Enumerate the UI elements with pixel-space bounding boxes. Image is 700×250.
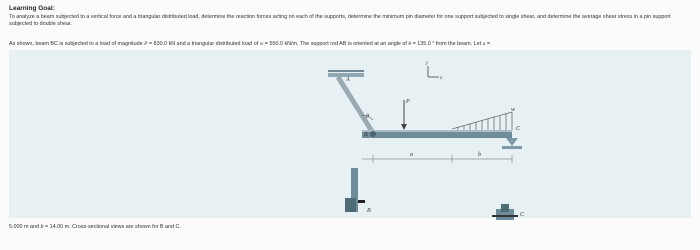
intro-text: As shown, beam BC is subjected to a load of magnitude xyxy=(9,41,143,47)
w-value: = 550.0 kN/m xyxy=(263,41,298,47)
p-symbol: P xyxy=(144,41,148,47)
learning-goal-text: To analyze a beam subjected to a vertical force and a triangular distributed load, determine the reaction forces acting on each of the supports, determine the minimum pin diameter for one support subjected to single shear, and determine the average shear stress in a pin support subjected to double shear. xyxy=(9,14,671,27)
label-w: w xyxy=(511,107,516,113)
label-y: y xyxy=(426,61,429,66)
theta-value: = 135.0 ° xyxy=(411,41,435,47)
label-c-section: C xyxy=(520,212,525,218)
label-theta: θ xyxy=(366,114,369,120)
pin-b xyxy=(370,131,376,137)
beam-figure xyxy=(300,50,560,220)
load-text: and a triangular distributed load of xyxy=(175,41,259,47)
label-c: C xyxy=(516,126,521,132)
label-x: x xyxy=(440,76,443,81)
tail-text: from the beam. Let xyxy=(434,41,482,47)
a-value: 5.000 m xyxy=(9,224,29,230)
label-b-dim: b xyxy=(478,152,481,158)
p-value: = 830.0 kN xyxy=(147,41,176,47)
w-symbol: w xyxy=(259,41,264,47)
pin-support-c xyxy=(506,138,518,146)
distributed-load xyxy=(452,112,512,130)
problem-statement xyxy=(9,41,695,47)
caption: 5.000 m and b = 14.00 m. Cross-sectional views are shown for B and C. xyxy=(9,224,181,230)
b-value: = 14.00 m xyxy=(43,224,70,230)
support-rod-ab xyxy=(338,77,373,133)
theta-symbol: θ xyxy=(408,41,412,47)
learning-goal-title: Learning Goal: xyxy=(9,5,55,12)
label-b-section: B xyxy=(367,208,371,214)
a-symbol: a xyxy=(482,41,486,47)
label-a: A xyxy=(346,77,350,83)
b-symbol: b xyxy=(40,224,44,230)
load-p-head xyxy=(401,124,407,130)
label-p: P xyxy=(406,99,410,105)
label-b: B xyxy=(364,132,368,138)
caption-text: . Cross-sectional views are shown for B and C. xyxy=(69,224,181,230)
label-a-dim: a xyxy=(410,152,413,158)
a-tail: = xyxy=(485,41,490,47)
rod-text: . The support rod AB is oriented at an angle of xyxy=(297,41,407,47)
